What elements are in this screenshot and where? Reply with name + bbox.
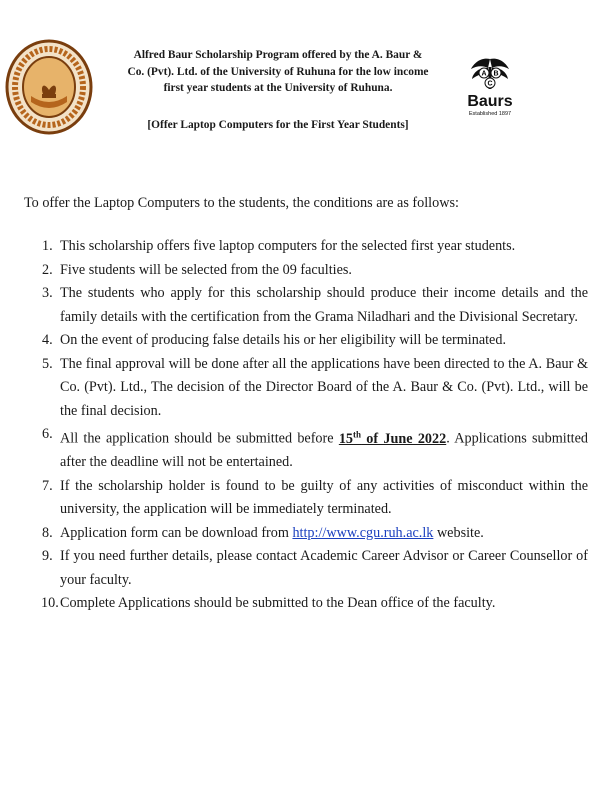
logo-letter-a: A [481,70,487,78]
list-item-text: On the event of producing false details his or her eligibility will be terminated. [60,332,506,348]
deadline-month-year: of June 2022 [361,430,447,447]
list-item-text-before: All the application should be submitted before [60,430,339,447]
list-item [24,423,588,475]
list-item-text: Five students will be selected from the 09 faculties. [60,261,352,278]
title-line: first year students at the University of Ruhuna. [163,82,393,94]
list-item-text: If the scholarship holder is found to be guilty of any activities of misconduct within the university, the application will be immediately terminated. [60,477,588,518]
list-item [24,353,588,424]
list-number: 9. [42,548,53,565]
deadline-day: 15 [338,430,354,447]
list-number: 10. [41,595,59,612]
list-number: 2. [42,261,53,278]
list-number: 3. [42,285,53,301]
list-item [24,235,588,259]
list-number: 4. [42,332,53,348]
list-number: 1. [42,238,53,254]
list-item-text: The students who apply for this scholarship should produce their income details and the family details with the certification from the Grama Niladhari and the Divisional Secretary. [60,285,588,325]
list-item-text: The final approval will be done after all the applications have been directed to the A. Baur & Co. (Pvt). Ltd., The decision of the Director Board of the A. Baur & Co. (Pvt). Ltd., will be the final decision. [60,355,588,419]
document-header [0,0,612,150]
document-title [108,47,448,97]
list-number: 8. [42,524,53,541]
deadline-suffix: th [353,429,362,439]
list-item [24,282,588,329]
baurs-established-text: Established 1897 [468,111,512,117]
logo-letter-b: B [493,70,499,78]
list-number: 7. [42,477,53,494]
list-item-text: Complete Applications should be submitted to the Dean office of the faculty. [60,595,496,612]
intro-paragraph: To offer the Laptop Computers to the students, the conditions are as follows: [24,195,459,211]
title-line: Alfred Baur Scholarship Program offered by the A. Baur & [133,49,423,61]
title-line: Co. (Pvt). Ltd. of the University of Ruhuna for the low income [127,65,429,78]
baurs-logo-wordmark: Baurs [467,93,513,110]
conditions-list [24,235,588,616]
list-item [24,259,588,283]
document-subtitle: [Offer Laptop Computers for the First Year Students] [147,119,409,131]
list-number: 6. [42,426,53,442]
deadline-date [339,431,446,447]
list-item-text: If you need further details, please contact Academic Career Advisor or Career Counsellor of your faculty. [60,548,588,588]
list-item-text-after: . Applications submitted after the deadline will not be entertained. [60,430,588,471]
list-item [24,545,588,592]
university-of-ruhuna-seal-icon [4,38,94,136]
list-item [24,475,588,522]
list-item-text-before: Application form can be download from [60,524,293,541]
list-number: 5. [42,355,53,372]
logo-letter-c: C [487,80,493,88]
list-item [24,329,588,353]
list-item [24,592,588,616]
application-form-link[interactable]: http://www.cgu.ruh.ac.lk [292,524,434,541]
list-item-text: This scholarship offers five laptop computers for the selected first year students. [60,238,516,254]
list-item-text-after: website. [433,524,484,541]
list-item [24,522,588,546]
